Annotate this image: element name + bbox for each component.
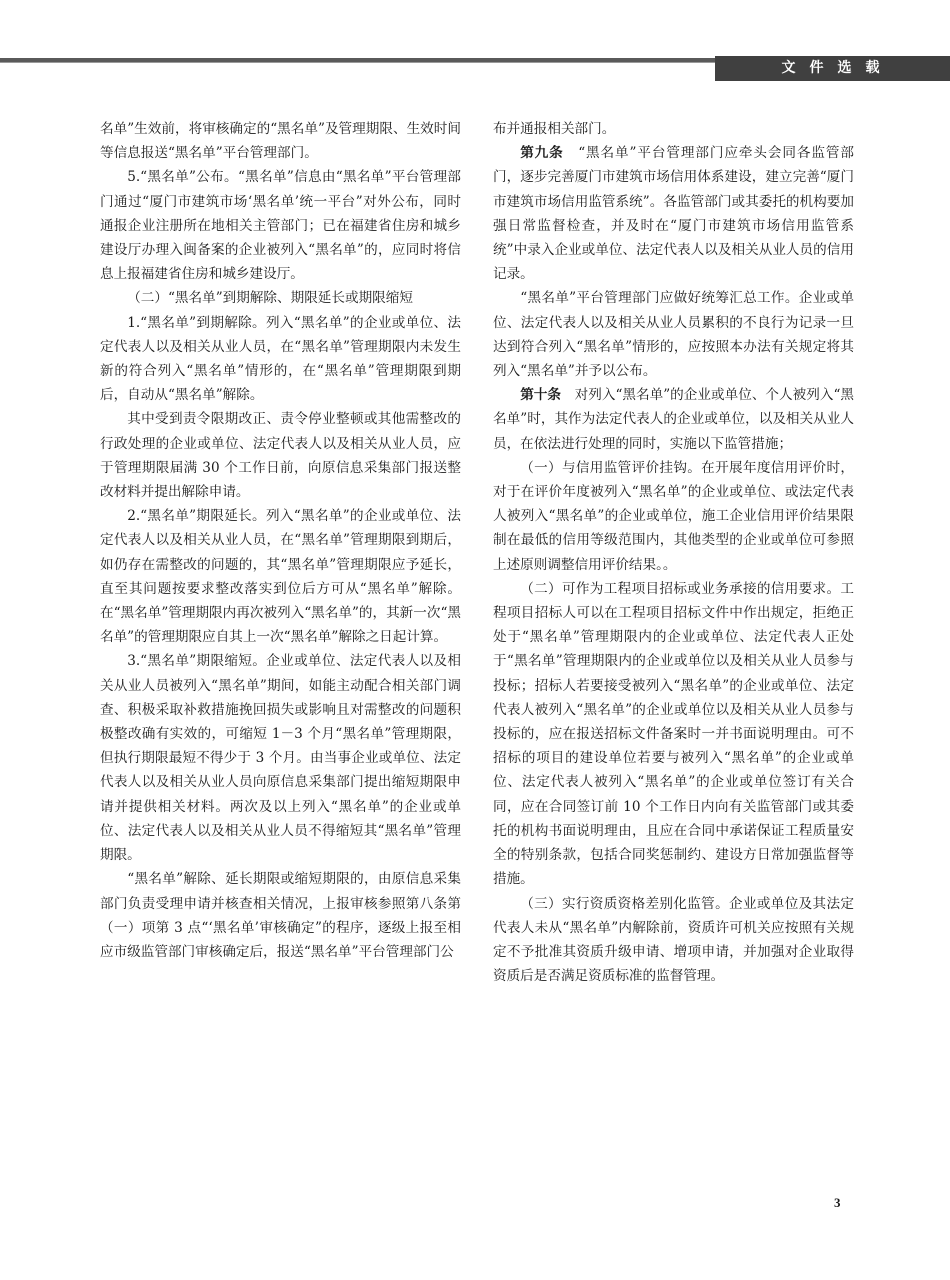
header-rule-thin <box>0 62 715 63</box>
paragraph: 其中受到责令限期改正、责令停业整顿或其他需整改的行政处理的企业或单位、法定代表人以及相关从业人员，应于管理期限届满 30 个工作日前，向原信息采集部门报送整改材料并提出解除申请。 <box>100 411 461 501</box>
page-number: 3 <box>834 1195 841 1210</box>
right-column <box>493 117 854 988</box>
paragraph-text: 对列入“黑名单”的企业或单位、个人被列入“黑名单”时，其作为法定代表人的企业或单位，以及相关从业人员，在依法进行处理的同时，实施以下监管措施； <box>493 387 855 452</box>
paragraph: 3.“黑名单”期限缩短。企业或单位、法定代表人以及相关从业人员被列入“黑名单”期间，如能主动配合相关部门调查、积极采取补救措施挽回损失或影响且对需整改的问题积极整改确有实效的，可缩短 1－3 个月“黑名单”管理期限，但执行期限最短不得少于 3 个月。由当事企业或单位、法定代表人以及相关从业人员向原信息采集部门提出缩短期限申请并提供相关材料。两次及以上列入“黑名单”的企业或单位、法定代表人以及相关从业人员不得缩短其“黑名单”管理期限。 <box>100 653 461 864</box>
paragraph: 2.“黑名单”期限延长。列入“黑名单”的企业或单位、法定代表人以及相关从业人员，在“黑名单”管理期限到期后，如仍存在需整改的问题的，其“黑名单”管理期限应予延长，直至其问题按要求整改落实到位后方可从“黑名单”解除。在“黑名单”管理期限内再次被列入“黑名单”的，其新一次“黑名单”的管理期限应自其上一次“黑名单”解除之日起计算。 <box>100 508 461 646</box>
paragraph: （二）“黑名单”到期解除、期限延长或期限缩短 <box>127 290 413 307</box>
paragraph: 名单”生效前，将审核确定的“黑名单”及管理期限、生效时间等信息报送“黑名单”平台管理部门。 <box>100 121 461 162</box>
paragraph <box>493 456 854 577</box>
paragraph <box>493 892 854 989</box>
paragraph <box>493 117 854 141</box>
article-paragraph <box>493 141 854 286</box>
paragraph: “黑名单”解除、延长期限或缩短期限的，由原信息采集部门负责受理申请并核查相关情况，上报审核参照第八条第（一）项第 3 点“‘黑名单’审核确定”的程序，逐级上报至相应市级监管部门审核确定后，报送“黑名单”平台管理部门公 <box>100 871 461 960</box>
paragraph <box>493 286 854 383</box>
article-heading: 第九条 <box>520 145 564 162</box>
paragraph <box>493 577 854 892</box>
paragraph-text: （三）实行资质资格差别化监管。企业或单位及其法定代表人未从“黑名单”内解除前，资质许可机关应按照有关规定不予批准其资质升级申请、增项申请，并加强对企业取得资质后是否满足资质标准的监督管理。 <box>493 895 854 985</box>
left-column <box>100 117 461 964</box>
article-heading: 第十条 <box>520 387 562 404</box>
paragraph-text: （一）与信用监管评价挂钩。在开展年度信用评价时，对于在评价年度被列入“黑名单”的企业或单位、或法定代表人被列入“黑名单”的企业或单位，施工企业信用评价结果限制在最低的信用等级范围内，其他类型的企业或单位可参照上述原则调整信用评价结果。。 <box>493 459 854 573</box>
paragraph: 5.“黑名单”公布。“黑名单”信息由“黑名单”平台管理部门通过“厦门市建筑市场‘黑名单’统一平台”对外公布，同时通报企业注册所在地相关主管部门；已在福建省住房和城乡建设厅办理入闽备案的企业被列入“黑名单”的，应同时将信息上报福建省住房和城乡建设厅。 <box>100 169 461 283</box>
paragraph-text: “黑名单”平台管理部门应牵头会同各监管部门，逐步完善厦门市建筑市场信用体系建设，建立完善“厦门市建筑市场信用监管系统”。各监管部门或其委托的机构要加强日常监督检查，并及时在“厦门市建筑市场信用监管系统”中录入企业或单位、法定代表人以及相关从业人员的信用记录。 <box>493 145 854 283</box>
section-label: 文件选载 <box>715 56 950 81</box>
paragraph: 1.“黑名单”到期解除。列入“黑名单”的企业或单位、法定代表人以及相关从业人员，在“黑名单”管理期限内未发生新的符合列入“黑名单”情形的，在“黑名单”管理期限到期后，自动从“黑名单”解除。 <box>100 314 461 404</box>
paragraph-text: 布并通报相关部门。 <box>493 121 616 137</box>
article-paragraph <box>493 383 854 456</box>
paragraph-text: “黑名单”平台管理部门应做好统筹汇总工作。企业或单位、法定代表人以及相关从业人员累积的不良行为记录一旦达到符合列入“黑名单”情形的，应按照本办法有关规定将其列入“黑名单”并予以公布。 <box>493 290 854 380</box>
paragraph-text: （二）可作为工程项目招标或业务承接的信用要求。工程项目招标人可以在工程项目招标文件中作出规定，拒绝正处于“黑名单”管理期限内的企业或单位、法定代表人正处于“黑名单”管理期限内的企业或单位以及相关从业人员参与投标；招标人若要接受被列入“黑名单”的企业或单位、法定代表人被列入“黑名单”的企业或单位以及相关从业人员参与投标的，应在报送招标文件备案时一并书面说明理由。可不招标的项目的建设单位若要与被列入“黑名单”的企业或单位、法定代表人被列入“黑名单”的企业或单位签订有关合同，应在合同签订前 10 个工作日内向有关监管部门或其委托的机构书面说明理由，且应在合同中承诺保证工程质量安全的特别条款，包括合同奖惩制约、建设方日常加强监督等措施。 <box>493 580 854 888</box>
